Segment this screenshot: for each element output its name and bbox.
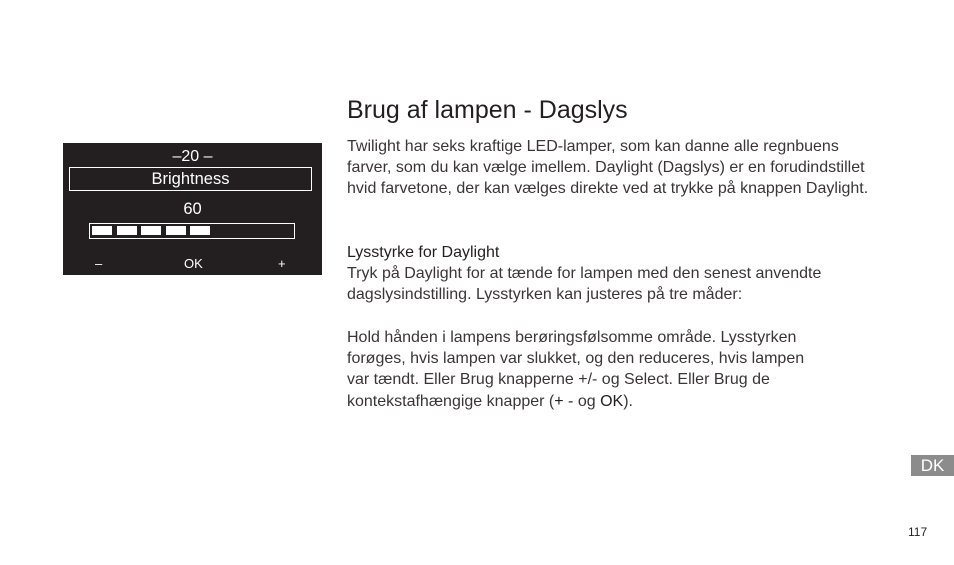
brightness-segment <box>166 226 186 235</box>
adjust-line-4-start: kontekstafhængige knapper ( <box>347 392 555 410</box>
page-number: 117 <box>908 525 928 539</box>
softkey-plus: + <box>278 256 286 271</box>
brightness-segment <box>117 226 137 235</box>
plus-minus-keys: + - <box>554 392 574 410</box>
device-display <box>63 143 322 275</box>
adjust-line-1: Hold hånden i lampens berøringsfølsomme område. Lysstyrken <box>347 329 797 346</box>
display-channel: –20 – <box>172 148 213 165</box>
brightness-segment <box>92 226 112 235</box>
brightness-level-bar <box>89 223 295 239</box>
adjust-line-2: forøges, hvis lampen var slukket, og den reduceres, hvis lampen <box>347 350 805 368</box>
softkey-minus: – <box>95 256 103 271</box>
intro-paragraph: Twilight har seks kraftige LED-lamper, som kan danne alle regnbuens farver, som du kan vælge imellem. Daylight (Dagslys) er en forudindstillet hvid farvetone, der kan vælges direkte ved at trykke på knappen Daylight. <box>347 138 869 198</box>
brightness-segment <box>190 226 210 235</box>
section-subheading: Lysstyrke for Daylight <box>347 244 500 261</box>
language-badge: DK <box>911 455 954 476</box>
adjust-paragraph <box>347 327 882 412</box>
adjust-line-3: var tændt. Eller Brug knapperne +/- og Select. Eller Brug de <box>347 371 770 389</box>
display-menu-label: Brightness <box>69 167 312 191</box>
display-value: 60 <box>183 200 202 218</box>
daylight-paragraph: Tryk på Daylight for at tænde for lampen med den senest anvendte dagslysindstilling. Lysstyrken kan justeres på tre måder: <box>347 265 822 304</box>
adjust-og: og <box>573 392 601 410</box>
ok-key: OK <box>600 392 624 410</box>
adjust-line-4-end: ). <box>623 392 633 410</box>
brightness-segment <box>141 226 161 235</box>
page-title: Brug af lampen - Dagslys <box>347 96 628 124</box>
softkey-ok: OK <box>184 256 203 271</box>
